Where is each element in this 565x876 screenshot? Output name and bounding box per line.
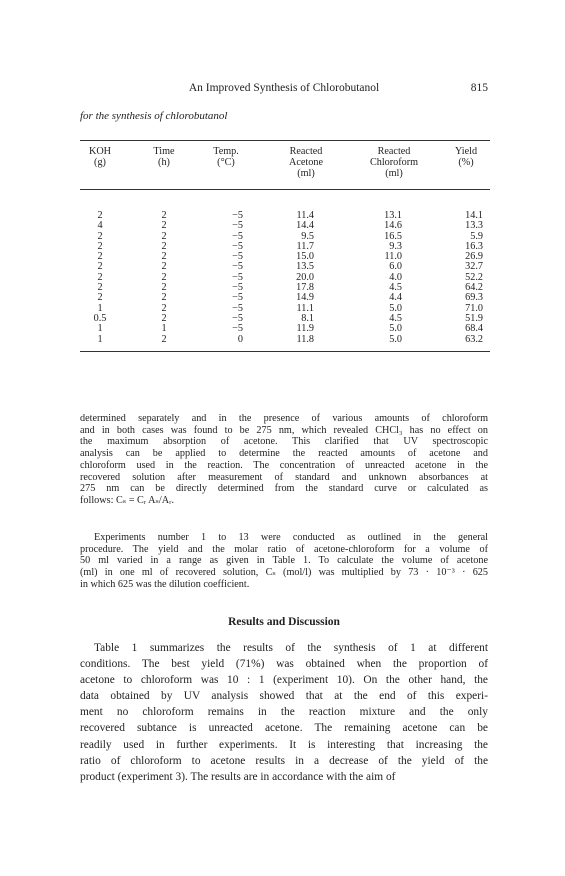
table-cell: 1 [161,323,167,335]
table-cell: −5 [232,220,243,232]
table-cell: −5 [232,251,243,263]
table-cell: 11.4 [296,210,314,221]
table-header-cell: (g) [94,157,106,168]
table-cell: 4.4 [389,292,402,304]
table-cell: 26.9 [465,251,483,263]
table-cell: 4.0 [389,271,402,283]
table-cell: 9.3 [389,240,402,252]
table-cell: 2 [97,271,103,283]
table-cell: 52.2 [465,271,483,283]
table-cell: 13.3 [465,220,483,232]
table-header-cell: KOH [88,146,112,157]
table-cell: 6.0 [389,261,402,273]
table-cell: 1 [97,323,103,335]
paragraph-experiments [80,532,488,591]
table-row [80,282,490,292]
text-line: determined separately and in the presence of various amounts of chloroform [80,413,488,424]
table-cell: −5 [232,271,243,283]
table-cell: 5.0 [389,333,402,345]
table-row [80,303,490,313]
table-row [80,220,490,230]
table-cell: 2 [161,261,167,273]
table-cell: 2 [161,333,167,345]
table-row [80,272,490,282]
table-cell: 71.0 [465,302,483,314]
table-row [80,313,490,323]
table-header-cell: Acetone [289,157,323,168]
table-header-cell: (°C) [217,157,235,168]
table-cell: 2 [161,312,167,324]
table-cell: 51.9 [465,312,483,324]
table-cell: −5 [232,261,243,273]
table-row [80,292,490,302]
text-line: recovered subtance is unreacted acetone. The remaining acetone can be [80,722,488,735]
table-cell: 20.0 [296,271,314,283]
table-cell: −5 [232,312,243,324]
table-cell: 13.1 [384,210,402,221]
table-cell: 64.2 [465,282,483,294]
table-header-cell: (h) [158,157,170,168]
text-line: (ml) in one ml of recovered solution, Cₛ (mol/l) was multiplied by 73 · 10⁻³ · 625 [80,567,488,579]
table-header-cell: Chloroform [369,157,419,168]
text-line: in which 625 was the dilution coefficient. [80,578,250,590]
table-cell: −5 [232,230,243,242]
table-cell: 0.5 [93,312,107,324]
text-line: and in both cases was found to be 275 nm, which revealed CHCl₃ has no effect on [80,424,488,436]
table-cell: 14.1 [465,210,483,221]
table-cell: 1 [97,333,103,345]
text-line: 50 ml varied in a range as given in Table 1. To calculate the volume of acetone [80,555,488,567]
table-cell: −5 [232,302,243,314]
table-bottom-rule [80,351,490,352]
text-line: acetone to chloroform was 10 : 1 (experiment 10). On the other hand, the [80,674,488,687]
table-cell: 2 [97,261,103,273]
table-cell: 1 [97,302,103,314]
table-cell: 16.3 [465,240,483,252]
text-line: readily used in further experiments. It is interesting that increasing the [80,738,488,751]
table-cell: 5.0 [389,323,402,335]
table-row [80,261,490,271]
table-row [80,231,490,241]
text-line: Experiments number 1 to 13 were conducted as outlined in the general [94,532,488,543]
table-cell: 11.0 [384,251,402,263]
table-header-cell: Yield [454,146,478,157]
table-row [80,251,490,261]
table-cell: 2 [161,240,167,252]
table-cell: 14.6 [384,220,402,232]
table-cell: 63.2 [465,333,483,345]
text-line: ment no chloroform remains in the reaction mixture and the only [80,706,488,719]
page-number: 815 [470,82,488,94]
text-line: follows: Cₛ = Cᵣ Aₛ/Aᵣ. [80,494,174,506]
table-cell: 15.0 [296,251,314,263]
table-row [80,334,490,344]
table-cell: 2 [161,251,167,263]
running-head [80,82,488,98]
table-cell: 11.8 [296,333,314,345]
table-cell: 14.4 [296,220,314,232]
table-cell: 5.9 [470,230,483,242]
table-cell: 2 [97,282,103,294]
paragraph-results [80,640,488,785]
text-line: recovered solution after measurement of standard and unknown absorbances at [80,471,488,483]
table-cell: 13.5 [296,261,314,273]
table-cell: −5 [232,282,243,294]
table-cell: 16.5 [384,230,402,242]
table-cell: −5 [232,323,243,335]
table-cell: 2 [161,210,167,221]
table-header-cell: Reacted [289,146,323,157]
table-header-cell: (%) [458,157,474,168]
text-line: Table 1 summarizes the results of the synthesis of 1 at different [94,642,488,654]
table-cell: −5 [232,292,243,304]
table-header-line [80,146,490,157]
table-cell: 11.9 [296,323,314,335]
text-line: procedure. The yield and the molar ratio of acetone-chloroform for a volume of [80,543,488,555]
results-table [80,140,490,352]
table-cell: 2 [161,230,167,242]
table-cell: 32.7 [465,261,483,273]
table-header-cell: Reacted [377,146,411,157]
table-cell: 2 [97,251,103,263]
text-line: data obtained by UV analysis showed that at the end of this experi- [80,690,488,703]
text-line: chloroform used in the reaction. The concentration of unreacted acetone in the [80,459,488,471]
table-cell: −5 [232,210,243,221]
table-cell: 2 [97,210,103,221]
table-cell: 4.5 [389,282,402,294]
table-header-cell: Temp. [213,146,239,157]
table-cell: 69.3 [465,292,483,304]
table-cell: 2 [161,220,167,232]
table-cell: 2 [161,282,167,294]
text-line: ratio of chloroform to acetone results in a decrease of the yield of the [80,754,488,767]
table-cell: −5 [232,240,243,252]
table-caption: for the synthesis of chlorobutanol [80,110,228,122]
table-cell: 2 [97,292,103,304]
table-header-line [80,168,490,179]
table-cell: 2 [161,302,167,314]
table-cell: 2 [97,240,103,252]
table-cell: 11.1 [296,302,314,314]
table-cell: 9.5 [301,230,314,242]
table-cell: 4 [97,220,103,232]
paragraph-uv-analysis [80,413,488,507]
table-cell: 2 [161,292,167,304]
table-cell: 14.9 [296,292,314,304]
running-title: An Improved Synthesis of Chlorobutanol [188,82,380,94]
table-row [80,323,490,333]
section-heading: Results and Discussion [228,616,340,628]
table-cell: 0 [237,333,243,345]
table-cell: 4.5 [389,312,402,324]
table-row [80,241,490,251]
text-line: conditions. The best yield (71%) was obtained when the proportion of [80,658,488,671]
table-cell: 8.1 [301,312,314,324]
text-line: the maximum absorption of acetone. This clarified that UV spectroscopic [80,436,488,448]
table-header-line [80,157,490,168]
text-line: 275 nm can be directly determined from the standard curve or calculated as [80,483,488,495]
table-body [80,190,490,344]
table-cell: 17.8 [296,282,314,294]
table-row [80,210,490,220]
text-line: product (experiment 3). The results are in accordance with the aim of [80,770,396,783]
table-cell: 5.0 [389,302,402,314]
table-header-cell: (ml) [385,168,403,179]
table-cell: 2 [161,271,167,283]
table-header [80,141,490,179]
table-header-cell: (ml) [297,168,315,179]
table-cell: 11.7 [296,240,314,252]
table-cell: 2 [97,230,103,242]
table-cell: 68.4 [465,323,483,335]
text-line: analysis can be applied to determine the reacted amounts of acetone and [80,448,488,460]
table-header-cell: Time [153,146,175,157]
